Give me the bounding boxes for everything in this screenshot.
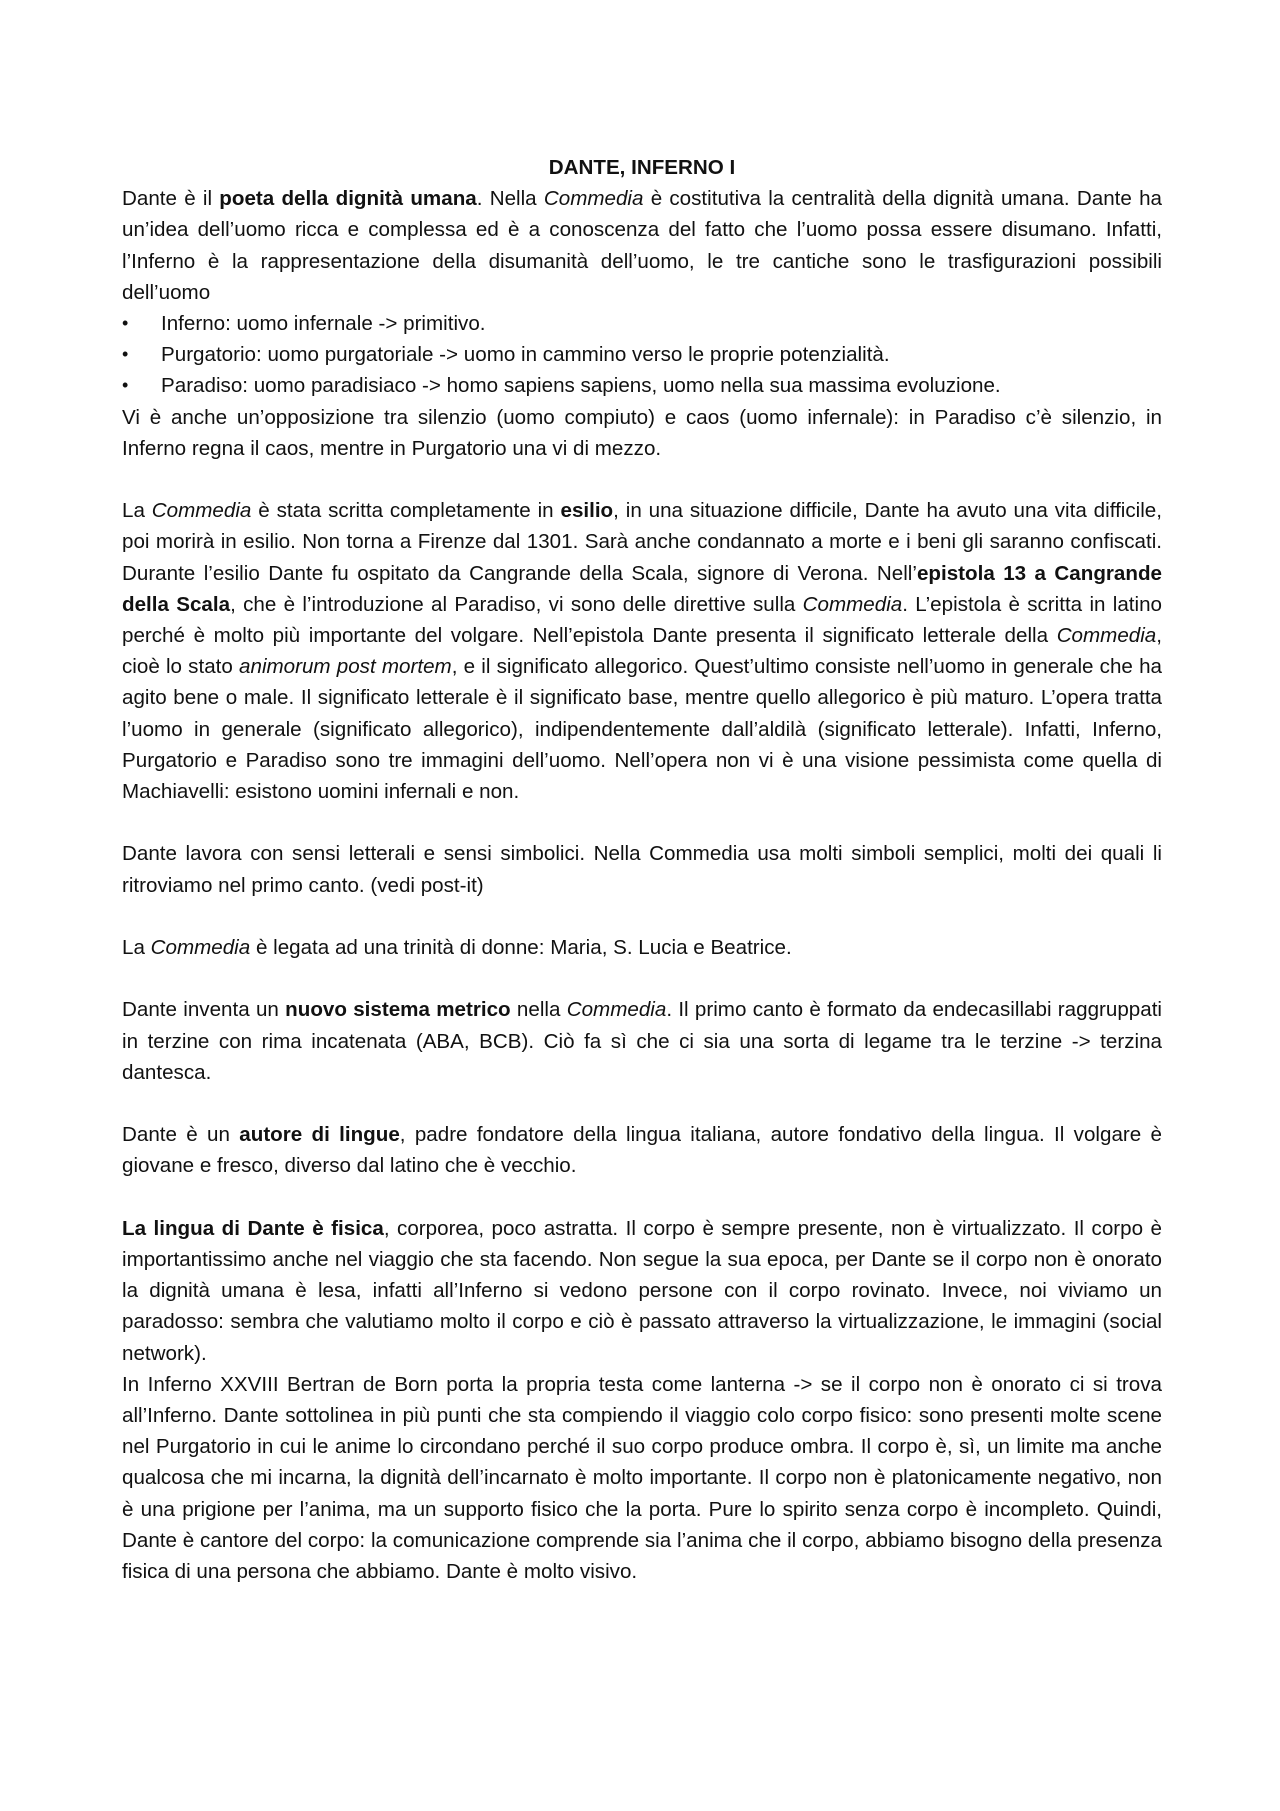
list-item-text: Paradiso: uomo paradisiaco -> homo sapiens sapiens, uomo nella sua massima evoluzione. [161,374,1001,398]
italic-text: Commedia [543,187,644,211]
text-run: In Inferno XXVIII Bertran de Born porta la propria testa come lanterna -> se il corpo non è onorato ci si trova all’Inferno. Dante sottolinea in più punti che sta compiendo il viaggio colo corpo fisico: sono presenti molte scene nel Purgatorio in cui le anime lo circondano perché il suo corpo produce ombra. Il corpo è, sì, un limite ma anche qualcosa che mi incarna, la dignità dell’incarnato è molto importante. Il corpo non è platonicamente negativo, non è una prigione per l’anima, ma un supporto fisico che la porta. Pure lo spirito senza corpo è incompleto. Quindi, Dante è cantore del corpo: la comunicazione comprende sia l’anima che il corpo, abbiamo bisogno della presenza fisica di una persona che abbiamo. Dante è molto visivo. [122,1372,1162,1584]
paragraph-bertran [122,1369,1162,1587]
text-run: , e il significato allegorico. Quest’ultimo consiste nell’uomo in generale che ha agito bene o male. Il significato letterale è il significato base, mentre quello allegorico è più maturo. L’opera tratta l’uomo in generale (significato allegorico), indipendentemente dall’aldilà (significato letterale). Infatti, Inferno, Purgatorio e Paradiso sono tre immagini dell’uomo. Nell’opera non vi è una visione pessimista come quella di Machiavelli: esistono uomini infernali e non. [122,655,1162,804]
bullet-icon: • [122,344,129,365]
italic-text: Commedia [151,499,252,523]
italic-text: Commedia [566,998,667,1022]
text-run: . Nella [476,187,544,211]
bold-text: La lingua di Dante è fisica [122,1216,384,1240]
text-run: Dante lavora con sensi letterali e sensi simbolici. Nella Commedia usa molti simboli semplici, molti dei quali li ritroviamo nel primo canto. (vedi post-it) [122,842,1162,897]
bold-text: nuovo sistema metrico [285,998,511,1022]
text-run: , in una situazione difficile, Dante ha avuto una vita difficile, poi morirà in esilio. Non torna a Firenze dal 1301. Sarà anche condannato a morte e i beni gli saranno confiscati. Durante l’esilio Dante fu ospitato da Cangrande della Scala, signore di Verona. Nell’ [122,499,1162,585]
paragraph-languages [122,1119,1162,1181]
text-run: , cioè lo stato [122,624,1162,679]
paragraph-symbols [122,838,1162,900]
paragraph-silence-chaos [122,402,1162,464]
blank-line [122,1182,1162,1213]
text-run: La [122,499,152,523]
blank-line [122,464,1162,495]
document-body [122,152,1162,1587]
text-run: . L’epistola è scritta in latino perché è molto più importante del volgare. Nell’epistola Dante presenta il significato letterale della [122,592,1163,648]
page-title: DANTE, INFERNO I [548,156,736,179]
paragraph-intro [122,183,1162,308]
list-item [122,339,1162,370]
paragraph-metric [122,994,1162,1088]
text-run: , che è l’introduzione al Paradiso, vi sono delle direttive sulla [230,592,803,616]
italic-text: Commedia [802,592,903,616]
italic-text: Commedia [1056,624,1157,648]
text-run: Dante inventa un [122,998,286,1022]
text-run: Vi è anche un’opposizione tra silenzio (uomo compiuto) e caos (uomo infernale): in Paradiso c’è silenzio, in Inferno regna il caos, mentre in Purgatorio una vi di mezzo. [122,405,1162,460]
bullet-icon: • [122,375,129,396]
text-run: nella [510,998,567,1022]
blank-line [122,807,1162,838]
paragraph-trinity [122,932,1162,963]
text-run: La [122,936,151,960]
bold-text: epistola 13 a Cangrande della Scala [122,561,1162,616]
text-run: è legata ad una trinità di donne: Maria, S. Lucia e Beatrice. [250,936,792,960]
text-run: è stata scritta completamente in [251,499,561,523]
list-item [122,308,1162,339]
paragraph-exile [122,495,1162,807]
blank-line [122,1088,1162,1119]
text-run: , corporea, poco astratta. Il corpo è sempre presente, non è virtualizzato. Il corpo è importantissimo anche nel viaggio che sta facendo. Non segue la sua epoca, per Dante se il corpo non è onorato la dignità umana è lesa, infatti all’Inferno si vedono persone con il corpo rovinato. Invece, noi viviamo un paradosso: sembra che valutiamo molto il corpo e ciò è passato attraverso la virtualizzazione, le immagini (social network). [122,1216,1162,1365]
list-item-text: Purgatorio: uomo purgatoriale -> uomo in cammino verso le proprie potenzialità. [161,343,890,367]
text-run: Dante è il [122,187,220,211]
blank-line [122,901,1162,932]
cantiche-list [122,308,1162,402]
bold-text: poeta della dignità umana [219,187,477,211]
list-item [122,370,1162,401]
paragraph-physical-language [122,1213,1162,1369]
text-run: è costitutiva la centralità della dignità umana. Dante ha un’idea dell’uomo ricca e complessa ed è a conoscenza del fatto che l’uomo possa essere disumano. Infatti, l’Inferno è la rappresentazione della disumanità dell’uomo, le tre cantiche sono le trasfigurazioni possibili dell’uomo [122,187,1162,304]
text-run: Dante è un [122,1123,240,1147]
text-run: . Il primo canto è formato da endecasillabi raggruppati in terzine con rima incatenata (ABA, BCB). Ciò fa sì che ci sia una sorta di legame tra le terzine -> terzina dantesca. [122,998,1162,1084]
bold-text: esilio [560,499,614,523]
bold-text: autore di lingue [239,1123,400,1147]
bullet-icon: • [122,313,129,334]
list-item-text: Inferno: uomo infernale -> primitivo. [161,312,486,336]
blank-line [122,963,1162,994]
text-run: , padre fondatore della lingua italiana, autore fondativo della lingua. Il volgare è giovane e fresco, diverso dal latino che è vecchio. [122,1123,1162,1178]
italic-text: Commedia [150,936,251,960]
italic-text: animorum post mortem [239,655,452,679]
